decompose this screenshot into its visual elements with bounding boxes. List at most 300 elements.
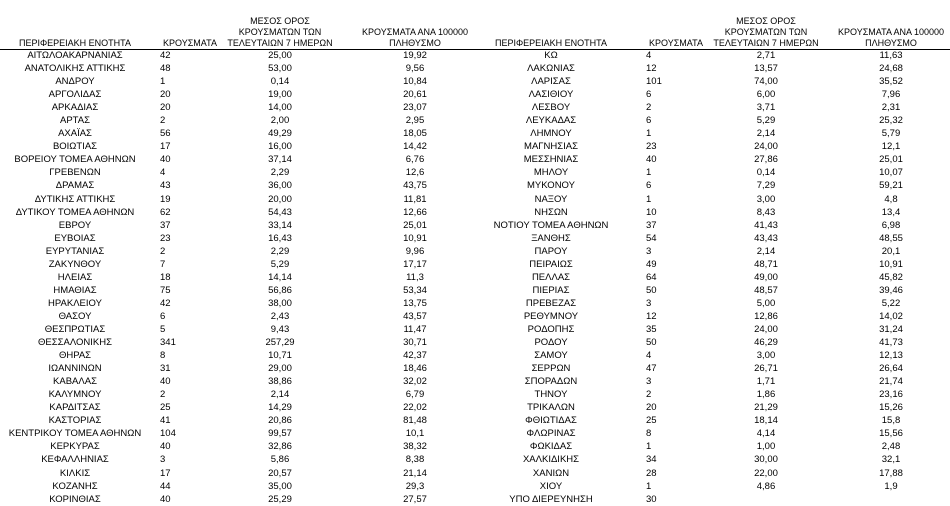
- cases-per-100k-cell: 5,79: [881, 128, 901, 140]
- table-row: [476, 453, 950, 466]
- region-cell: ΞΑΝΘΗΣ: [531, 232, 571, 244]
- cases-per-100k-cell: 17,17: [403, 258, 427, 270]
- cases-cell: 75: [160, 284, 171, 296]
- cases-cell: 62: [160, 206, 171, 218]
- cases-per-100k-cell: 25,32: [879, 115, 903, 127]
- table-row: [476, 127, 950, 140]
- cases-cell: 6: [646, 115, 652, 127]
- seven-day-average-cell: 99,57: [268, 428, 292, 440]
- cases-cell: 35: [646, 323, 657, 335]
- table-row: [476, 362, 950, 375]
- seven-day-average-cell: 20,00: [268, 193, 292, 205]
- cases-cell: 40: [160, 154, 171, 166]
- region-header: ΠΕΡΙΦΕΡΕΙΑΚΗ ΕΝΟΤΗΤΑ: [494, 38, 608, 48]
- region-cell: ΚΟΖΑΝΗΣ: [52, 480, 98, 492]
- cases-cell: 2: [646, 389, 652, 401]
- table-row: [476, 336, 950, 349]
- seven-day-average-cell: 46,29: [754, 337, 778, 349]
- table-row: [0, 362, 474, 375]
- cases-cell: 104: [160, 428, 176, 440]
- cases-per-100k-cell: 10,91: [403, 232, 427, 244]
- cases-per-100k-cell: 2,95: [405, 115, 425, 127]
- table-row: [476, 206, 950, 219]
- cases-per-100k-cell: 2,31: [881, 102, 901, 114]
- cases-cell: 12: [646, 63, 657, 75]
- table-row: [476, 440, 950, 453]
- table-row: [476, 193, 950, 206]
- seven-day-average-cell: 56,86: [268, 284, 292, 296]
- region-cell: ΛΑΣΙΘΙΟΥ: [528, 89, 574, 101]
- table-row: [0, 414, 474, 427]
- seven-day-average-cell: 2,14: [756, 128, 776, 140]
- cases-per-100k-cell: 10,07: [879, 167, 903, 179]
- seven-day-average-cell: 49,00: [754, 271, 778, 283]
- cases-cell: 5: [160, 323, 166, 335]
- cases-per-100k-cell: 25,01: [403, 219, 427, 231]
- cases-cell: 23: [160, 232, 171, 244]
- table-row: [0, 440, 474, 453]
- cases-per-100k-cell: 11,3: [406, 271, 424, 283]
- region-cell: ΑΧΑΪΑΣ: [58, 128, 92, 140]
- table-row: [476, 401, 950, 414]
- cases-cell: 3: [160, 454, 166, 466]
- table-row: [476, 297, 950, 310]
- cases-per-100k-cell: 14,02: [879, 310, 903, 322]
- cases-cell: 1: [646, 480, 652, 492]
- table-row: [0, 427, 474, 440]
- cases-cell: 17: [160, 141, 171, 153]
- region-cell: ΤΡΙΚΑΛΩΝ: [527, 402, 575, 414]
- table-row: [0, 88, 474, 101]
- cases-per-100k-cell: 59,21: [879, 180, 903, 192]
- table-row: [0, 101, 474, 114]
- table-row: [0, 75, 474, 88]
- cases-cell: 23: [646, 141, 657, 153]
- region-cell: ΑΙΤΩΛΟΑΚΑΡΝΑΝΙΑΣ: [27, 50, 123, 61]
- seven-day-average-cell: 16,43: [268, 232, 292, 244]
- region-cell: ΠΡΕΒΕΖΑΣ: [525, 297, 577, 309]
- cases-cell: 1: [646, 193, 652, 205]
- table-row: [0, 232, 474, 245]
- cases-cell: 25: [646, 415, 657, 427]
- seven-day-average-cell: 29,00: [268, 363, 292, 375]
- table-row: [476, 75, 950, 88]
- cases-cell: 1: [646, 441, 652, 453]
- table-row: [0, 375, 474, 388]
- seven-day-average-cell: 24,00: [754, 141, 778, 153]
- cases-cell: 6: [646, 89, 652, 101]
- cases-cell: 4: [646, 50, 652, 61]
- region-cell: ΚΕΡΚΥΡΑΣ: [50, 441, 100, 453]
- table-row: [476, 258, 950, 271]
- seven-day-average-cell: 20,86: [268, 415, 292, 427]
- table-row: [0, 453, 474, 466]
- left-table-body: [0, 49, 474, 506]
- table-header: [476, 0, 950, 49]
- cases-per-100k-cell: 15,8: [881, 415, 901, 427]
- cases-per-100k-cell: 13,75: [403, 297, 427, 309]
- region-cell: ΜΥΚΟΝΟΥ: [527, 180, 575, 192]
- seven-day-average-header: ΜΕΣΟΣ ΟΡΟΣ ΚΡΟΥΣΜΑΤΩΝ ΤΩΝ ΤΕΛΕΥΤΑΙΩΝ 7 ΗΜΕΡΩΝ: [713, 16, 819, 48]
- table-row: [0, 297, 474, 310]
- cases-cell: 6: [646, 180, 652, 192]
- region-cell: ΠΙΕΡΙΑΣ: [532, 284, 570, 296]
- cases-per-100k-cell: 18,05: [403, 128, 427, 140]
- cases-per-100k-cell: 29,3: [405, 480, 425, 492]
- cases-cell: 31: [160, 363, 171, 375]
- table-row: [476, 480, 950, 493]
- cases-cell: 341: [160, 337, 176, 349]
- cases-per-100k-cell: 1,9: [884, 480, 898, 492]
- cases-per-100k-cell: 32,1: [881, 454, 901, 466]
- table-row: [0, 127, 474, 140]
- seven-day-average-cell: 5,86: [270, 454, 290, 466]
- seven-day-average-cell: 4,86: [756, 480, 776, 492]
- seven-day-average-cell: 14,00: [268, 102, 292, 114]
- cases-per-100k-cell: 13,4: [881, 206, 901, 218]
- table-row: [476, 232, 950, 245]
- region-cell: ΜΕΣΣΗΝΙΑΣ: [523, 154, 579, 166]
- seven-day-average-cell: 6,00: [756, 89, 776, 101]
- seven-day-average-cell: 2,43: [270, 310, 290, 322]
- seven-day-average-cell: 16,00: [268, 141, 292, 153]
- cases-header: ΚΡΟΥΣΜΑΤΑ: [649, 38, 703, 48]
- cases-cell: 2: [160, 389, 166, 401]
- cases-cell: 42: [160, 50, 171, 61]
- cases-per-100k-cell: 41,73: [879, 337, 903, 349]
- cases-per-100k-header: ΚΡΟΥΣΜΑΤΑ ΑΝΑ 100000 ΠΛΗΘΥΣΜΟ: [362, 27, 468, 48]
- region-cell: ΕΒΡΟΥ: [58, 219, 92, 231]
- table-row: [0, 480, 474, 493]
- region-cell: ΖΑΚΥΝΘΟΥ: [48, 258, 102, 270]
- table-row: [0, 219, 474, 232]
- cases-per-100k-cell: 6,79: [405, 389, 425, 401]
- cases-per-100k-cell: 12,13: [879, 350, 903, 362]
- cases-per-100k-cell: 27,57: [403, 493, 427, 505]
- table-row: [0, 388, 474, 401]
- region-cell: ΗΡΑΚΛΕΙΟΥ: [48, 297, 102, 309]
- cases-per-100k-cell: 15,56: [879, 428, 903, 440]
- cases-cell: 20: [160, 102, 171, 114]
- cases-cell: 1: [646, 167, 652, 179]
- cases-per-100k-cell: 17,88: [879, 467, 903, 479]
- region-cell: ΦΩΚΙΔΑΣ: [529, 441, 573, 453]
- region-cell: ΚΕΦΑΛΛΗΝΙΑΣ: [41, 454, 109, 466]
- cases-cell: 12: [646, 310, 657, 322]
- cases-per-100k-cell: 7,96: [881, 89, 901, 101]
- seven-day-average-cell: 25,00: [268, 50, 292, 61]
- seven-day-average-cell: 49,29: [268, 128, 292, 140]
- seven-day-average-cell: 35,00: [268, 480, 292, 492]
- seven-day-average-cell: 3,00: [756, 350, 776, 362]
- region-cell: ΒΟΡΕΙΟΥ ΤΟΜΕΑ ΑΘΗΝΩΝ: [14, 154, 136, 166]
- cases-per-100k-cell: 12,66: [403, 206, 427, 218]
- cases-cell: 50: [646, 284, 657, 296]
- cases-per-100k-cell: 11,81: [403, 193, 427, 205]
- table-row: [0, 140, 474, 153]
- region-cell: ΜΑΓΝΗΣΙΑΣ: [524, 141, 578, 153]
- cases-per-100k-cell: 21,74: [879, 376, 903, 388]
- table-row: [476, 349, 950, 362]
- cases-cell: 50: [646, 337, 657, 349]
- region-cell: ΓΡΕΒΕΝΩΝ: [49, 167, 101, 179]
- table-row: [0, 258, 474, 271]
- table-row: [0, 206, 474, 219]
- cases-per-100k-cell: 14,42: [403, 141, 427, 153]
- table-row: [0, 179, 474, 192]
- cases-per-100k-cell: 12,1: [881, 141, 901, 153]
- region-cell: ΠΑΡΟΥ: [534, 245, 568, 257]
- table-row: [476, 153, 950, 166]
- seven-day-average-cell: 9,43: [270, 323, 290, 335]
- cases-cell: 1: [646, 128, 652, 140]
- region-cell: ΧΑΛΚΙΔΙΚΗΣ: [522, 454, 580, 466]
- cases-per-100k-cell: 18,46: [403, 363, 427, 375]
- cases-per-100k-cell: 32,02: [403, 376, 427, 388]
- table-row: [0, 336, 474, 349]
- cases-per-100k-cell: 11,47: [403, 323, 427, 335]
- region-cell: ΛΕΣΒΟΥ: [531, 102, 571, 114]
- cases-cell: 47: [646, 363, 657, 375]
- seven-day-average-cell: 1,71: [756, 376, 776, 388]
- region-cell: ΝΗΣΩΝ: [534, 206, 568, 218]
- cases-cell: 40: [160, 376, 171, 388]
- cases-cell: 10: [646, 206, 657, 218]
- cases-per-100k-cell: 11,63: [879, 50, 903, 61]
- seven-day-average-cell: 24,00: [754, 323, 778, 335]
- seven-day-average-cell: 5,29: [270, 258, 290, 270]
- seven-day-average-cell: 7,29: [756, 180, 776, 192]
- cases-per-100k-cell: 53,34: [403, 284, 427, 296]
- seven-day-average-cell: 37,14: [268, 154, 292, 166]
- seven-day-average-cell: 27,86: [754, 154, 778, 166]
- cases-per-100k-cell: 4,8: [884, 193, 898, 205]
- cases-per-100k-cell: 31,24: [879, 323, 903, 335]
- cases-cell: 40: [646, 154, 657, 166]
- region-cell: ΤΗΝΟΥ: [534, 389, 568, 401]
- cases-cell: 4: [160, 167, 166, 179]
- region-cell: ΦΛΩΡΙΝΑΣ: [526, 428, 576, 440]
- seven-day-average-cell: 0,14: [756, 167, 776, 179]
- seven-day-average-cell: 48,57: [754, 284, 778, 296]
- seven-day-average-cell: 48,71: [754, 258, 778, 270]
- cases-per-100k-cell: 6,98: [881, 219, 901, 231]
- region-cell: ΔΥΤΙΚΟΥ ΤΟΜΕΑ ΑΘΗΝΩΝ: [15, 206, 135, 218]
- table-header: [0, 0, 474, 49]
- seven-day-average-cell: 19,00: [268, 89, 292, 101]
- region-cell: ΕΥΒΟΙΑΣ: [54, 232, 96, 244]
- table-row: [476, 166, 950, 179]
- cases-cell: 64: [646, 271, 657, 283]
- seven-day-average-cell: 1,00: [756, 441, 776, 453]
- region-cell: ΚΑΒΑΛΑΣ: [53, 376, 97, 388]
- cases-cell: 2: [160, 245, 166, 257]
- cases-cell: 41: [160, 415, 171, 427]
- seven-day-average-cell: 38,86: [268, 376, 292, 388]
- region-cell: ΑΝΔΡΟΥ: [55, 76, 95, 88]
- cases-per-100k-cell: 25,01: [879, 154, 903, 166]
- cases-cell: 42: [160, 297, 171, 309]
- cases-per-100k-cell: 6,76: [405, 154, 425, 166]
- cases-cell: 34: [646, 454, 657, 466]
- table-row: [476, 414, 950, 427]
- table-row: [476, 88, 950, 101]
- cases-per-100k-cell: 12,6: [405, 167, 425, 179]
- cases-cell: 40: [160, 441, 171, 453]
- table-row: [0, 271, 474, 284]
- cases-cell: 54: [646, 232, 657, 244]
- cases-cell: 30: [646, 493, 657, 505]
- cases-per-100k-cell: 20,1: [881, 245, 901, 257]
- region-cell: ΘΗΡΑΣ: [58, 350, 92, 362]
- cases-per-100k-cell: 42,37: [403, 350, 427, 362]
- cases-cell: 43: [160, 180, 171, 192]
- seven-day-average-cell: 4,14: [756, 428, 776, 440]
- left-table: [0, 0, 474, 506]
- table-row: [476, 323, 950, 336]
- region-cell: ΘΕΣΠΡΩΤΙΑΣ: [44, 323, 106, 335]
- seven-day-average-cell: 20,57: [268, 467, 292, 479]
- cases-cell: 7: [160, 258, 166, 270]
- region-cell: ΚΟΡΙΝΘΙΑΣ: [49, 493, 101, 505]
- region-cell: ΧΑΝΙΩΝ: [532, 467, 570, 479]
- cases-cell: 4: [646, 350, 652, 362]
- region-cell: ΝΑΞΟΥ: [534, 193, 568, 205]
- cases-per-100k-cell: 48,55: [879, 232, 903, 244]
- table-row: [0, 349, 474, 362]
- cases-per-100k-cell: 39,46: [879, 284, 903, 296]
- region-cell: ΠΕΛΛΑΣ: [531, 271, 571, 283]
- region-cell: ΣΕΡΡΩΝ: [531, 363, 571, 375]
- cases-cell: 1: [160, 76, 166, 88]
- table-row: [0, 467, 474, 480]
- table-row: [476, 140, 950, 153]
- cases-cell: 37: [160, 219, 171, 231]
- seven-day-average-cell: 14,14: [268, 271, 292, 283]
- cases-per-100k-cell: 20,61: [403, 89, 427, 101]
- region-cell: ΗΜΑΘΙΑΣ: [53, 284, 97, 296]
- seven-day-average-cell: 8,43: [756, 206, 776, 218]
- cases-per-100k-cell: 10,1: [405, 428, 425, 440]
- seven-day-average-cell: 3,00: [756, 193, 776, 205]
- cases-cell: 56: [160, 128, 171, 140]
- seven-day-average-cell: 5,29: [756, 115, 776, 127]
- region-cell: ΚΙΛΚΙΣ: [59, 467, 91, 479]
- seven-day-average-cell: 32,86: [268, 441, 292, 453]
- cases-cell: 2: [646, 102, 652, 114]
- table-row: [476, 284, 950, 297]
- cases-per-100k-cell: 26,64: [879, 363, 903, 375]
- seven-day-average-cell: 41,43: [754, 219, 778, 231]
- table-row: [0, 49, 474, 62]
- cases-per-100k-cell: 35,52: [879, 76, 903, 88]
- cases-per-100k-cell: 43,75: [403, 180, 427, 192]
- region-cell: ΔΡΑΜΑΣ: [55, 180, 95, 192]
- region-cell: ΡΟΔΟΥ: [534, 337, 568, 349]
- region-cell: ΒΟΙΩΤΙΑΣ: [52, 141, 98, 153]
- region-cell: ΚΑΣΤΟΡΙΑΣ: [48, 415, 102, 427]
- cases-cell: 40: [160, 493, 171, 505]
- seven-day-average-cell: 53,00: [268, 63, 292, 75]
- table-row: [0, 166, 474, 179]
- cases-cell: 17: [160, 467, 171, 479]
- seven-day-average-cell: 38,00: [268, 297, 292, 309]
- seven-day-average-cell: 21,29: [754, 402, 778, 414]
- cases-cell: 8: [160, 350, 166, 362]
- cases-per-100k-cell: 22,02: [403, 402, 427, 414]
- cases-cell: 2: [160, 115, 166, 127]
- cases-cell: 101: [646, 76, 662, 88]
- cases-cell: 25: [160, 402, 171, 414]
- table-row: [476, 388, 950, 401]
- cases-per-100k-cell: 10,91: [879, 258, 903, 270]
- table-row: [476, 219, 950, 232]
- region-cell: ΡΕΘΥΜΝΟΥ: [523, 310, 579, 322]
- cases-cell: 18: [160, 271, 171, 283]
- cases-per-100k-cell: 23,16: [879, 389, 903, 401]
- cases-cell: 3: [646, 297, 652, 309]
- cases-cell: 3: [646, 376, 652, 388]
- table-row: [0, 245, 474, 258]
- cases-per-100k-cell: 15,26: [879, 402, 903, 414]
- table-row: [476, 49, 950, 62]
- table-row: [0, 114, 474, 127]
- cases-per-100k-header: ΚΡΟΥΣΜΑΤΑ ΑΝΑ 100000 ΠΛΗΘΥΣΜΟ: [838, 27, 944, 48]
- seven-day-average-cell: 18,14: [754, 415, 778, 427]
- region-cell: ΛΕΥΚΑΔΑΣ: [525, 115, 577, 127]
- seven-day-average-cell: 3,71: [756, 102, 776, 114]
- region-cell: ΠΕΙΡΑΙΩΣ: [529, 258, 573, 270]
- region-cell: ΥΠΟ ΔΙΕΡΕΥΝΗΣΗ: [509, 493, 593, 505]
- right-table-body: [476, 49, 950, 506]
- region-cell: ΙΩΑΝΝΙΝΩΝ: [48, 363, 102, 375]
- seven-day-average-cell: 12,86: [754, 310, 778, 322]
- cases-cell: 6: [160, 310, 166, 322]
- region-cell: ΧΙΟΥ: [539, 480, 563, 492]
- cases-per-100k-cell: 81,48: [403, 415, 427, 427]
- cases-per-100k-cell: 19,92: [403, 50, 427, 61]
- seven-day-average-cell: 22,00: [754, 467, 778, 479]
- cases-cell: 8: [646, 428, 652, 440]
- cases-cell: 20: [160, 89, 171, 101]
- region-cell: ΔΥΤΙΚΗΣ ΑΤΤΙΚΗΣ: [34, 193, 116, 205]
- cases-per-100k-cell: 23,07: [403, 102, 427, 114]
- seven-day-average-cell: 2,29: [270, 245, 290, 257]
- cases-header: ΚΡΟΥΣΜΑΤΑ: [163, 38, 217, 48]
- table-row: [0, 401, 474, 414]
- seven-day-average-cell: 13,57: [754, 63, 778, 75]
- seven-day-average-cell: 14,29: [268, 402, 292, 414]
- cases-cell: 44: [160, 480, 171, 492]
- seven-day-average-cell: 2,00: [270, 115, 290, 127]
- seven-day-average-cell: 1,86: [756, 389, 776, 401]
- region-cell: ΑΡΓΟΛΙΔΑΣ: [48, 89, 102, 101]
- region-cell: ΛΑΚΩΝΙΑΣ: [527, 63, 575, 75]
- cases-per-100k-cell: 21,14: [403, 467, 427, 479]
- table-row: [476, 101, 950, 114]
- region-cell: ΚΑΡΔΙΤΣΑΣ: [49, 402, 101, 414]
- seven-day-average-cell: 33,14: [268, 219, 292, 231]
- seven-day-average-cell: 2,29: [270, 167, 290, 179]
- seven-day-average-cell: 0,14: [270, 76, 290, 88]
- region-cell: ΘΑΣΟΥ: [58, 310, 92, 322]
- region-cell: ΦΘΙΩΤΙΔΑΣ: [525, 415, 577, 427]
- region-cell: ΘΕΣΣΑΛΟΝΙΚΗΣ: [38, 337, 112, 349]
- region-cell: ΑΝΑΤΟΛΙΚΗΣ ΑΤΤΙΚΗΣ: [24, 63, 126, 75]
- region-cell: ΚΕΝΤΡΙΚΟΥ ΤΟΜΕΑ ΑΘΗΝΩΝ: [8, 428, 142, 440]
- seven-day-average-cell: 2,71: [756, 50, 776, 61]
- region-cell: ΚΩ: [544, 50, 558, 61]
